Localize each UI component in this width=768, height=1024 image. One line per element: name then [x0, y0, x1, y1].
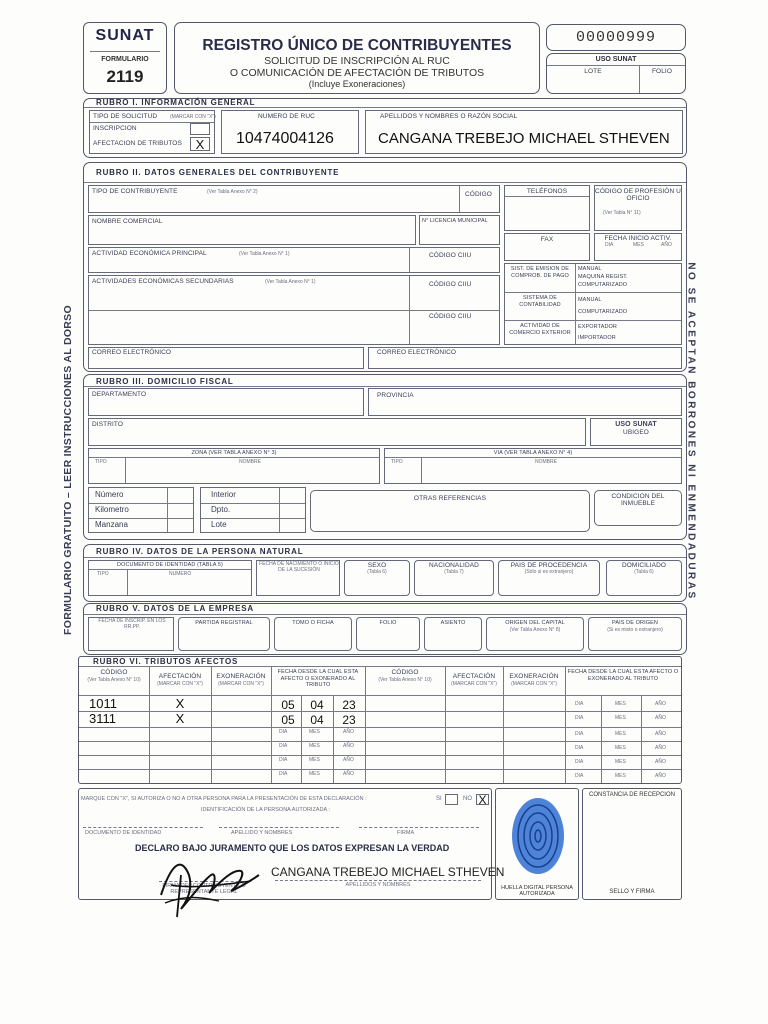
folio-field[interactable]: FOLIO: [356, 617, 420, 651]
tributo-row-2-anio: 23: [342, 713, 356, 727]
telefonos-field[interactable]: TELÉFONOS: [504, 185, 590, 231]
condicion-inmueble-field[interactable]: CONDICION DEL INMUEBLE: [594, 490, 682, 526]
actividades-secundarias-field[interactable]: ACTIVIDADES ECONÓMICAS SECUNDARIAS (Ver Tabla Anexo N° 1) CÓDIGO CIIU CÓDIGO CIIU: [88, 275, 500, 345]
tipo-contribuyente-field[interactable]: TIPO DE CONTRIBUYENTE (Ver Tabla Anexo N° 2) CÓDIGO: [88, 185, 500, 213]
serial-box: [546, 24, 686, 51]
actividad-principal-field[interactable]: ACTIVIDAD ECONÓMICA PRINCIPAL (Ver Tabla Anexo N° 1) CÓDIGO CIIU: [88, 247, 500, 273]
form-subtitle-2: O COMUNICACIÓN DE AFECTACIÓN DE TRIBUTOS: [229, 67, 485, 79]
declaracion-jurada: DECLARO BAJO JURAMENTO QUE LOS DATOS EXPRESAN LA VERDAD: [135, 843, 450, 853]
partida-registral-field[interactable]: PARTIDA REGISTRAL: [178, 617, 270, 651]
lote-label: LOTE: [584, 68, 602, 75]
licencia-municipal-field[interactable]: N° LICENCIA MUNICIPAL: [419, 215, 500, 245]
tributo-row-1-dia: 05: [281, 698, 295, 712]
origen-capital-field[interactable]: ORIGEN DEL CAPITAL (Ver Tabla Anexo N° 8): [486, 617, 584, 651]
serial-number: 00000999: [575, 29, 656, 46]
si-checkbox[interactable]: [445, 794, 458, 805]
tipo-solicitud-box: TIPO DE SOLICITUD (MARCAR CON "X") INSCRIPCION AFECTACION DE TRIBUTOS X: [89, 110, 215, 154]
logo-box: [83, 22, 167, 94]
rubro-2-title: RUBRO II. DATOS GENERALES DEL CONTRIBUYENTE: [96, 168, 340, 177]
rubro-3: [83, 374, 687, 540]
rubro-3-title: RUBRO III. DOMICILIO FISCAL: [96, 377, 234, 386]
form-label: FORMULARIO: [101, 56, 149, 63]
distrito-field[interactable]: DISTRITO: [88, 418, 586, 446]
via-field[interactable]: VIA (VER TABLA ANEXO N° 4) TIPO NOMBRE: [384, 448, 682, 484]
fecha-inicio-field[interactable]: FECHA INICIO ACTIV. DIA MES AÑO: [594, 233, 682, 261]
tributo-row-1-mes: 04: [310, 698, 324, 712]
huella-box: HUELLA DIGITAL PERSONA AUTORIZADA: [495, 788, 579, 900]
ruc-value: 10474004126: [236, 130, 334, 147]
form-title: REGISTRO ÚNICO DE CONTRIBUYENTES: [202, 37, 512, 54]
domiciliado-field[interactable]: DOMICILIADO (Tabla 6): [606, 560, 682, 596]
provincia-field[interactable]: PROVINCIA: [368, 388, 682, 416]
uso-sunat-box: [546, 53, 686, 94]
interior-grid[interactable]: Interior Dpto. Lote: [200, 487, 306, 533]
rubro-2: [83, 162, 687, 372]
asiento-field[interactable]: ASIENTO: [424, 617, 482, 651]
tributo-row-2-mes: 04: [310, 713, 324, 727]
tributo-row-1-anio: 23: [342, 698, 356, 712]
form-number: 2119: [106, 67, 144, 86]
nacionalidad-field[interactable]: NACIONALIDAD (Tabla 7): [414, 560, 494, 596]
folio-label: FOLIO: [651, 68, 672, 75]
title-box: [174, 22, 540, 94]
departamento-field[interactable]: DEPARTAMENTO: [88, 388, 364, 416]
pais-origen-field[interactable]: PAIS DE ORIGEN (Si es mixto o extranjero): [588, 617, 682, 651]
rubro-4-title: RUBRO IV. DATOS DE LA PERSONA NATURAL: [96, 547, 304, 556]
nombre-comercial-field[interactable]: NOMBRE COMERCIAL: [88, 215, 416, 245]
profesion-field[interactable]: CÓDIGO DE PROFESIÓN U OFICIO (Ver Tabla N° 11): [594, 185, 682, 231]
nombre-field[interactable]: APELLIDOS Y NOMBRES O RAZÓN SOCIAL CANGANA TREBEJO MICHAEL STHEVEN: [365, 110, 683, 154]
tomo-ficha-field[interactable]: TOMO O FICHA: [274, 617, 352, 651]
uso-sunat-header: USO SUNAT: [595, 56, 637, 63]
rubro-6: RUBRO VI. TRIBUTOS AFECTOS CÓDIGO (Ver Tabla Anexo N° 10) AFECTACIÓN (MARCAR CON "X") EXONERACIÓN (MARCAR CON "X") FECHA DESDE LA CUAL ESTA AFECTO O EXONERADO AL TRIBUTO CÓDIGO (Ver Tabla Anexo N° 10) AFECTACIÓN (MARCAR CON "X") EXONERACIÓN (MARCAR CON "X") FECHA DESDE LA CUAL ESTA AFECTO O EXONERADO AL TRIBUTO 1011 X 05 04 23 3111 X 05 04 23 DIA MES AÑO DIA MES AÑO DIA MES AÑO DIA MES AÑO DIA MES AÑO DIA MES AÑO DIA MES AÑO DIA MES AÑO DIA MES AÑO DIA MES AÑO: [78, 656, 682, 784]
fingerprint-icon: [508, 795, 568, 877]
constancia-box: CONSTANCIA DE RECEPCION SELLO Y FIRMA: [582, 788, 682, 900]
fecha-nacimiento-field[interactable]: FECHA DE NACIMIENTO O INICIO DE LA SUCESIÓN: [256, 560, 340, 596]
signer-name: CANGANA TREBEJO MICHAEL STHEVEN: [271, 865, 505, 879]
sistema-emision-group: SIST. DE EMISION DE COMPROB. DE PAGO SISTEMA DE CONTABILIDAD ACTIVIDAD DE COMERCIO EXTERIOR MANUAL MAQUINA REGIST. COMPUTARIZADO MANUAL COMPUTARIZADO EXPORTADOR IMPORTADOR: [504, 263, 682, 345]
rubro-1-title: RUBRO I. INFORMACIÓN GENERAL: [96, 98, 256, 107]
ubigeo-field: USO SUNAT UBIGEO: [590, 418, 682, 446]
tributo-row-2-dia: 05: [281, 713, 295, 727]
rubro-6-title: RUBRO VI. TRIBUTOS AFECTOS: [93, 657, 239, 666]
pais-procedencia-field[interactable]: PAIS DE PROCEDENCIA (Sólo si es extranjero): [498, 560, 600, 596]
rubro-4: [83, 544, 687, 602]
nombre-value: CANGANA TREBEJO MICHAEL STHEVEN: [378, 130, 670, 147]
side-text-right: NO SE ACEPTAN BORRONES NI ENMENDADURAS: [685, 262, 697, 601]
correo-2-field[interactable]: CORREO ELECTRÓNICO: [368, 347, 682, 369]
sexo-field[interactable]: SEXO (Tabla 6): [344, 560, 410, 596]
form-subtitle-3: (Incluye Exoneraciones): [308, 79, 406, 89]
authorization-box: MARQUE CON "X", SI AUTORIZA O NO A OTRA PERSONA PARA LA PRESENTACIÓN DE ESTA DECLARACIÓN : SI NO X IDENTIFICACIÓN DE LA PERSONA AUTORIZADA : DOCUMENTO DE IDENTIDAD APELLIDO Y NOMBRES FIRMA DECLARO BAJO JURAMENTO QUE LOS DATOS EXPRESAN LA VERDAD FIRMA DEL CONTRIBUYENTE O REPRESENTANTE LEGAL CANGANA TREBEJO MICHAEL STHEVEN APELLIDOS Y NOMBRES: [78, 788, 492, 900]
numeracion-grid[interactable]: Número Kilometro Manzana: [88, 487, 194, 533]
zona-field[interactable]: ZONA (VER TABLA ANEXO N° 3) TIPO NOMBRE: [88, 448, 380, 484]
tributo-row-1-afectacion: X: [175, 696, 185, 711]
fecha-inscripcion-field[interactable]: FECHA DE INSCRIP. EN LOS RR.PP.: [88, 617, 174, 651]
tributo-row-2-afectacion: X: [175, 711, 185, 726]
otras-referencias-field[interactable]: OTRAS REFERENCIAS: [310, 490, 590, 532]
afectacion-checkbox[interactable]: X: [190, 137, 210, 151]
sunat-logo: SUNAT: [95, 27, 155, 44]
signature: [141, 845, 271, 921]
rubro-5: [83, 603, 687, 655]
form-subtitle-1: SOLICITUD DE INSCRIPCIÓN AL RUC: [264, 55, 450, 67]
tributo-row-1-codigo: 1011: [89, 696, 117, 711]
tributo-row-2-codigo: 3111: [89, 711, 116, 726]
correo-1-field[interactable]: CORREO ELECTRÓNICO: [88, 347, 364, 369]
inscripcion-checkbox[interactable]: [190, 123, 210, 135]
fax-field[interactable]: FAX: [504, 233, 590, 261]
side-text-left: FORMULARIO GRATUITO – LEER INSTRUCCIONES AL DORSO: [62, 305, 74, 635]
no-checkbox[interactable]: X: [476, 794, 489, 805]
rubro-1: [83, 98, 687, 158]
rubro-5-title: RUBRO V. DATOS DE LA EMPRESA: [96, 604, 254, 613]
ruc-field[interactable]: NUMERO DE RUC 10474004126: [221, 110, 359, 154]
documento-identidad-field[interactable]: DOCUMENTO DE IDENTIDAD (TABLA 5) TIPO NUMERO: [88, 560, 252, 596]
